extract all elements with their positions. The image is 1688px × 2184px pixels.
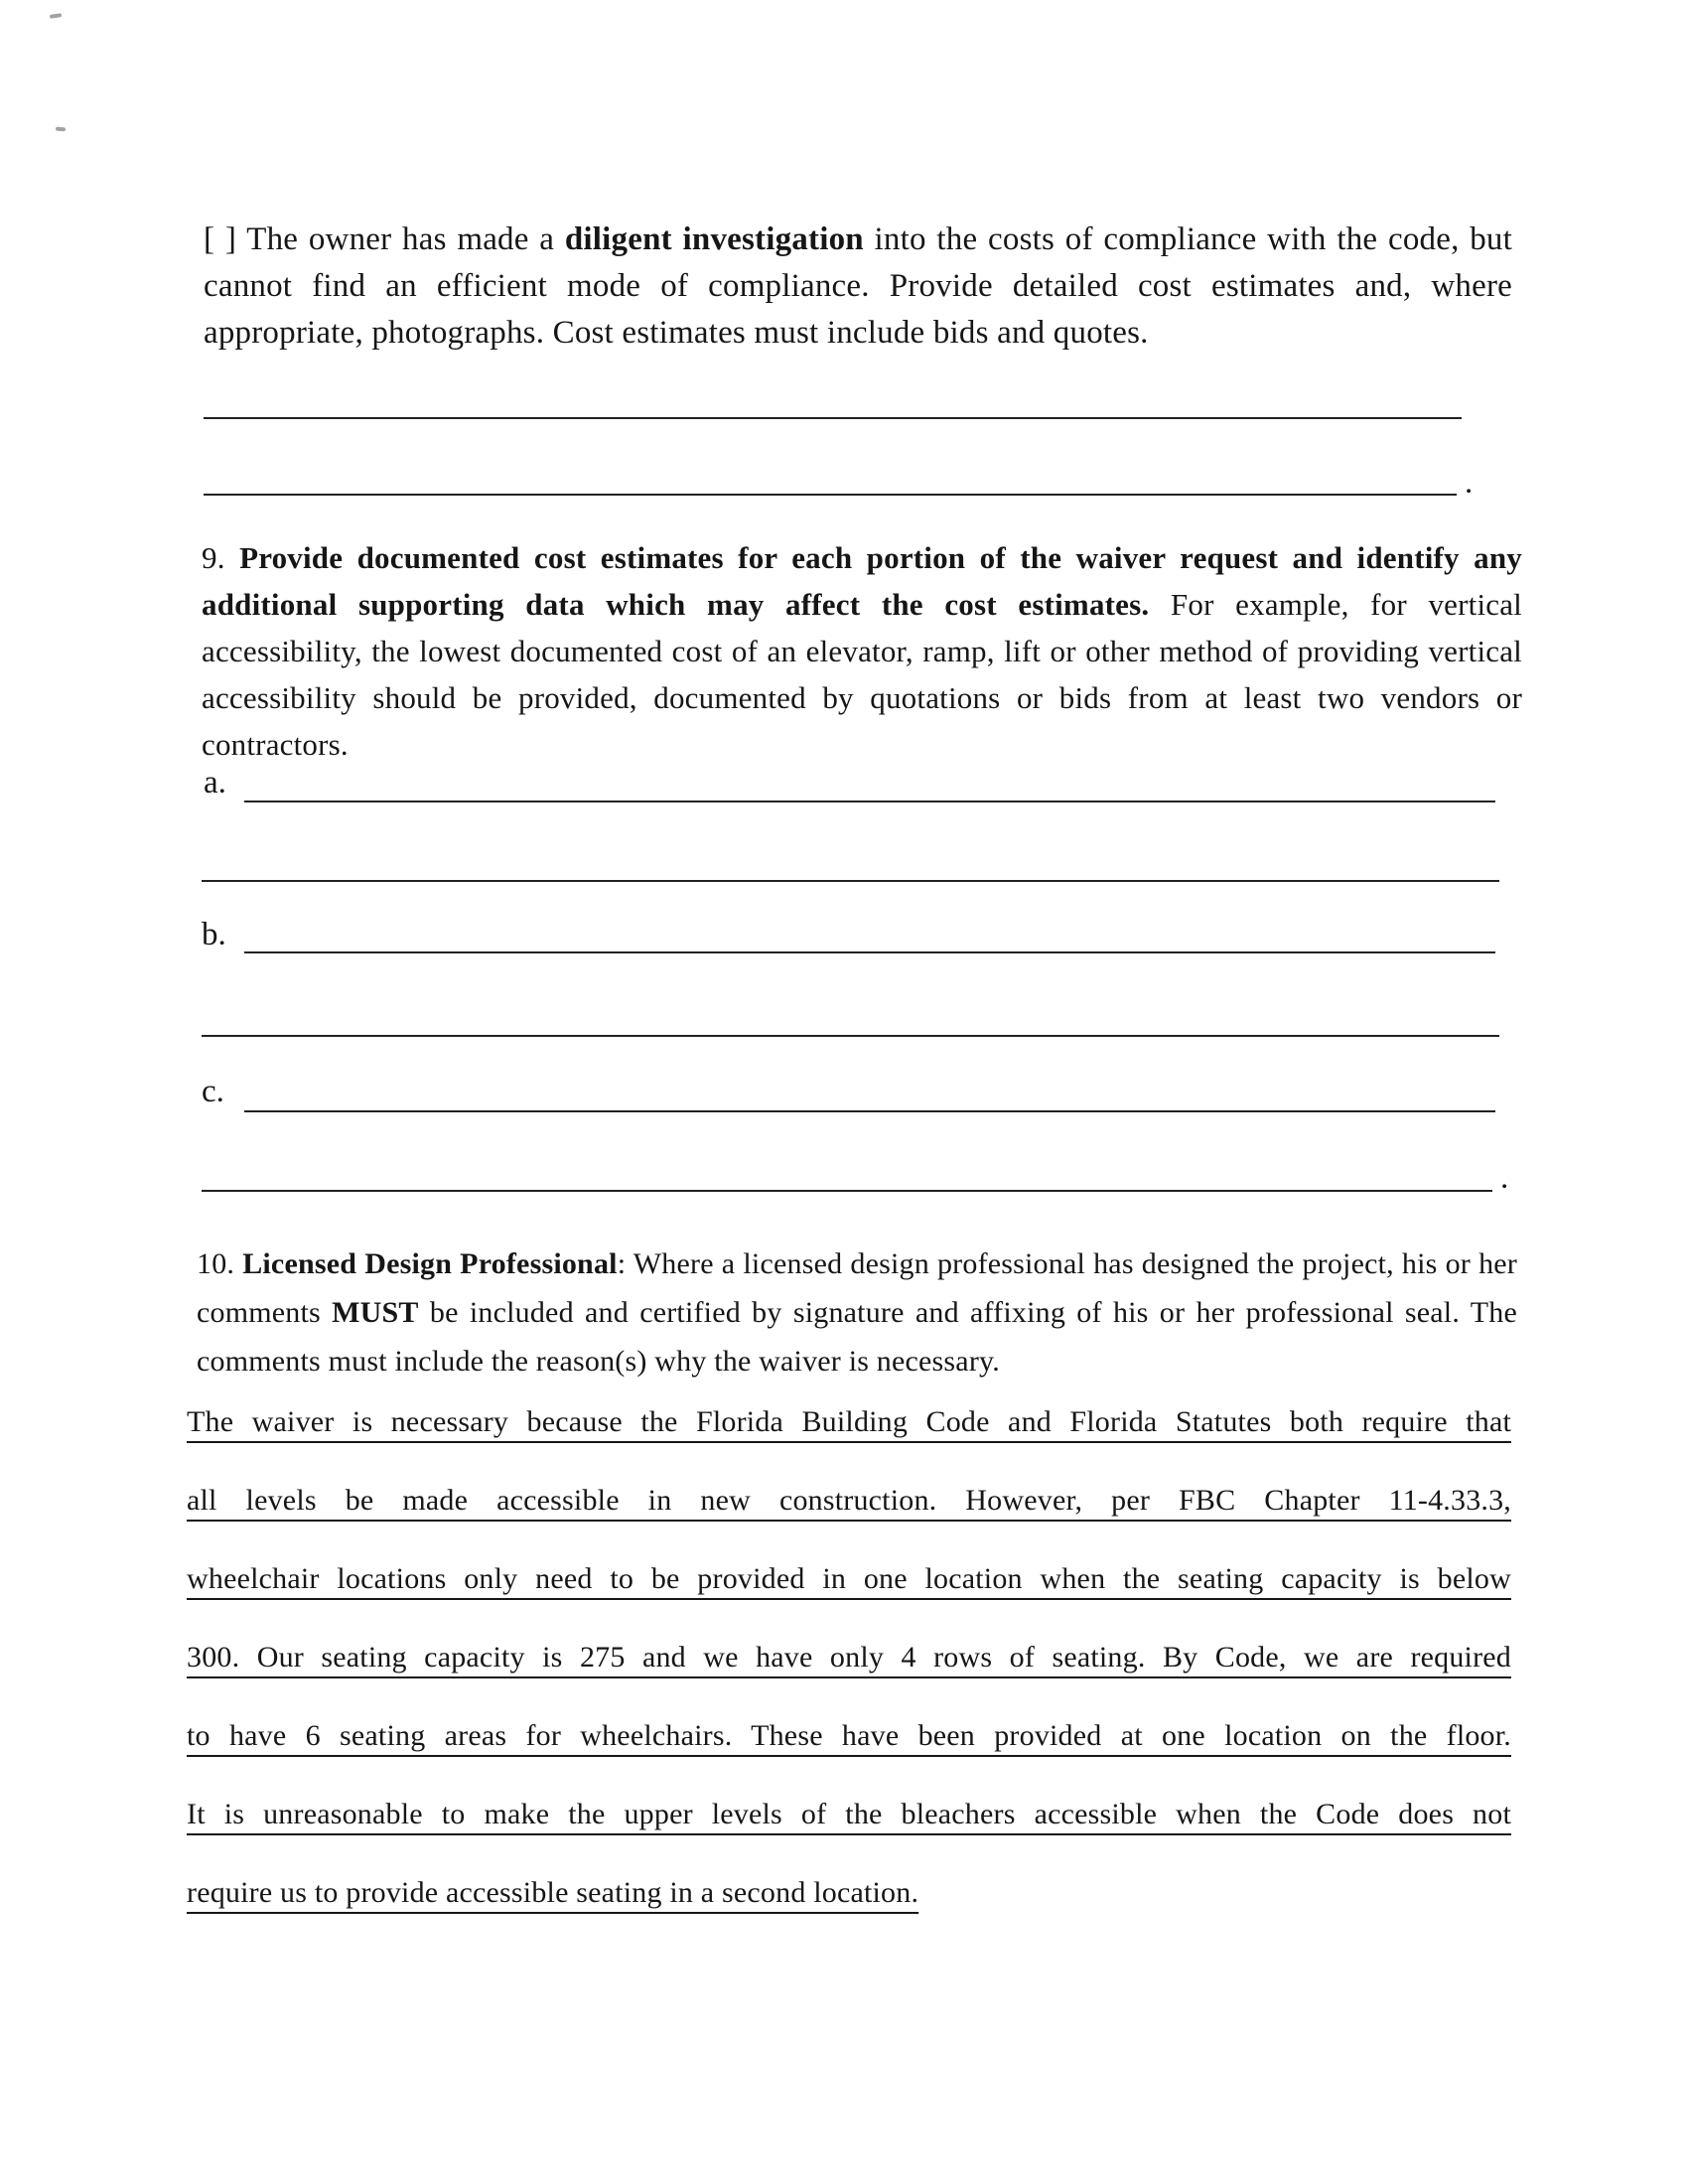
item9-bold: Provide documented cost estimates for each portion of the waiver request and identify any additional supporting data which may affect the cost estimates. xyxy=(202,540,1522,622)
checkbox-paragraph-rest: into the costs of compliance with the code, but cannot find an efficient mode of compliance. Provide detailed cost estimates and, where appropriate, photographs. Cost estimates must include bids and quotes. xyxy=(204,221,1512,351)
answer-line xyxy=(204,417,1462,419)
answer-line xyxy=(204,494,1457,496)
response-line: 300. Our seating capacity is 275 and we have only 4 rows of seating. By Code, we are required xyxy=(187,1641,1511,1674)
checkbox-paragraph-lead: [ ] The owner has made a xyxy=(204,221,565,257)
response-line: wheelchair locations only need to be provided in one location when the seating capacity is below xyxy=(187,1562,1511,1595)
response-line: all levels be made accessible in new construction. However, per FBC Chapter 11-4.33.3, xyxy=(187,1484,1511,1517)
item10-mid: : Where a licensed design professional has designed the project, his or her comments xyxy=(197,1247,1517,1329)
answer-line-b-continued xyxy=(202,1035,1499,1037)
trailing-period: . xyxy=(1500,1160,1509,1196)
item10-bold: Licensed Design Professional xyxy=(242,1247,618,1280)
response-line: to have 6 seating areas for wheelchairs. These have been provided at one location on the floor. xyxy=(187,1719,1511,1752)
design-professional-response xyxy=(187,1383,1511,1932)
answer-line-c-continued xyxy=(202,1190,1492,1192)
item10-paragraph xyxy=(197,1239,1517,1385)
item9-number: 9. xyxy=(202,540,240,575)
item9-paragraph xyxy=(202,534,1522,768)
item9-rest: For example, for vertical accessibility, the lowest documented cost of an elevator, ramp, lift or other method of providing vertical accessibility should be provided, documented by quotations or bids from at least two vendors or contractors. xyxy=(202,587,1522,762)
answer-line-c xyxy=(244,1110,1495,1112)
item10-must-bold: MUST xyxy=(332,1296,419,1329)
scan-artifact-mark xyxy=(50,13,62,19)
checkbox-paragraph xyxy=(204,217,1512,357)
answer-line-b xyxy=(244,951,1495,953)
item10-number: 10. xyxy=(197,1247,243,1280)
response-line: require us to provide accessible seating in a second location. xyxy=(187,1876,919,1909)
checkbox-paragraph-bold: diligent investigation xyxy=(564,221,864,257)
list-label-b: b. xyxy=(202,917,226,952)
answer-line-a-continued xyxy=(202,880,1499,882)
list-label-c: c. xyxy=(202,1074,224,1109)
response-line: It is unreasonable to make the upper levels of the bleachers accessible when the Code does not xyxy=(187,1798,1511,1830)
trailing-period: . xyxy=(1465,465,1474,501)
item10-rest: be included and certified by signature and affixing of his or her professional seal. The comments must include the reason(s) why the waiver is necessary. xyxy=(197,1296,1517,1378)
response-line: The waiver is necessary because the Florida Building Code and Florida Statutes both require that xyxy=(187,1405,1511,1438)
scan-artifact-mark xyxy=(56,127,66,132)
answer-line-a xyxy=(244,801,1495,802)
list-label-a: a. xyxy=(204,765,226,801)
